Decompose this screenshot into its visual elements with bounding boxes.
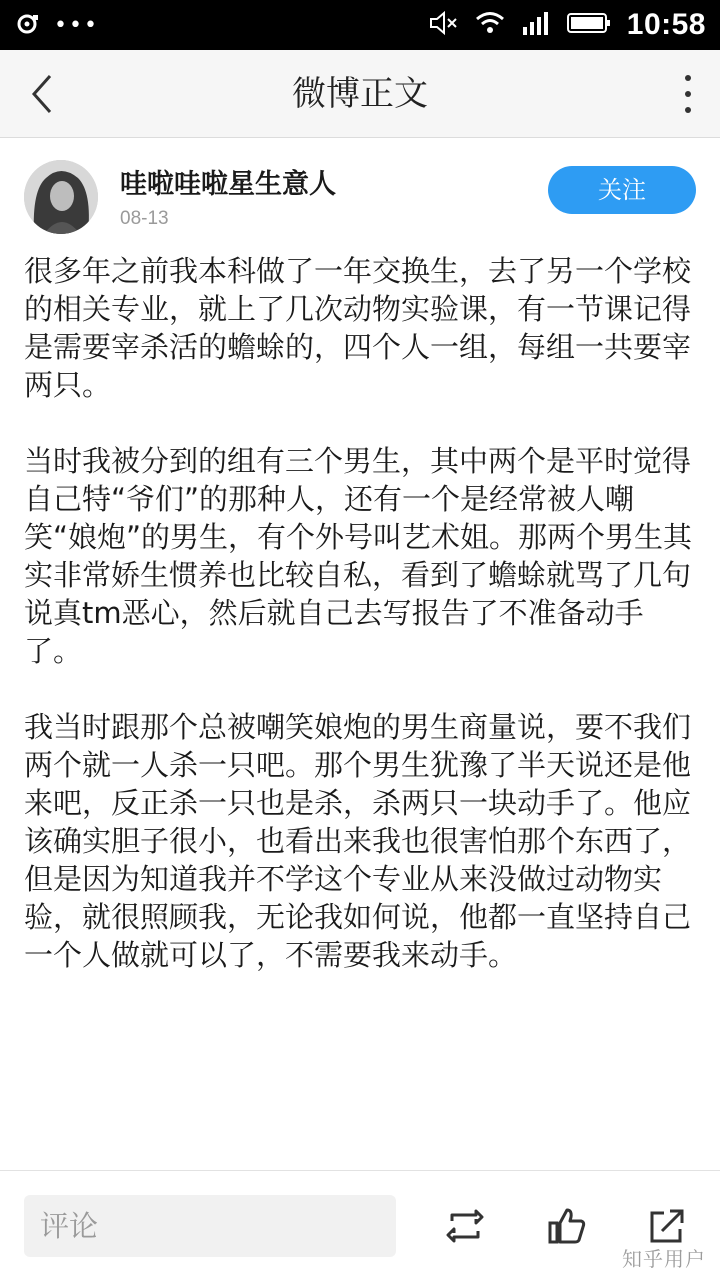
page-title: 微博正文 bbox=[292, 74, 428, 114]
status-bar bbox=[0, 0, 720, 50]
post-paragraph: 我当时跟那个总被嘲笑娘炮的男生商量说，要不我们两个就一人杀一只吧。那个男生犹豫了半天说还是他来吧，反正杀一只也是杀，杀两只一块动手了。他应该确实胆子很小，也看出来我也很害怕那个东西了，但是因为知道我并不学这个专业从来没做过动物实验，就很照顾我，无论我如何说，他都一直坚持自己一个人做就可以了，不需要我来动手。 bbox=[24, 710, 692, 972]
battery-icon bbox=[567, 11, 611, 39]
avatar[interactable] bbox=[24, 160, 98, 234]
comment-input[interactable]: 评论 bbox=[24, 1195, 396, 1257]
wifi-icon bbox=[475, 10, 505, 40]
watermark: 知乎用户 bbox=[622, 1247, 706, 1271]
post-paragraph: 很多年之前我本科做了一年交换生，去了另一个学校的相关专业，就上了几次动物实验课，有一节课记得是需要宰杀活的蟾蜍的，四个人一组，每组一共要宰两只。 bbox=[24, 254, 692, 402]
post-date: 08-13 bbox=[120, 208, 169, 229]
notification-icon bbox=[16, 12, 40, 40]
post-paragraph: 当时我被分到的组有三个男生，其中两个是平时觉得自己特“爷们”的那种人，还有一个是经常被人嘲笑“娘炮”的男生，有个外号叫艺术姐。那两个男生其实非常娇生惯养也比较自私，看到了蟾蜍就骂了几句说真tm恶心，然后就自己去写报告了不准备动手了。 bbox=[24, 444, 693, 668]
mute-icon bbox=[429, 10, 459, 40]
nav-bar bbox=[0, 50, 720, 138]
more-dots-icon: ••• bbox=[54, 13, 99, 38]
status-time: 10:58 bbox=[626, 8, 706, 41]
like-icon[interactable] bbox=[548, 1207, 586, 1245]
follow-button[interactable]: 关注 bbox=[548, 166, 696, 214]
share-icon[interactable] bbox=[648, 1207, 686, 1245]
author-header bbox=[0, 138, 720, 238]
bottom-action-bar bbox=[0, 1170, 720, 1280]
repost-icon[interactable] bbox=[446, 1207, 484, 1245]
signal-icon bbox=[521, 9, 551, 41]
author-name[interactable]: 哇啦哇啦星生意人 bbox=[120, 169, 336, 200]
post-body bbox=[24, 252, 700, 1012]
vertical-dots-icon[interactable] bbox=[674, 70, 702, 118]
